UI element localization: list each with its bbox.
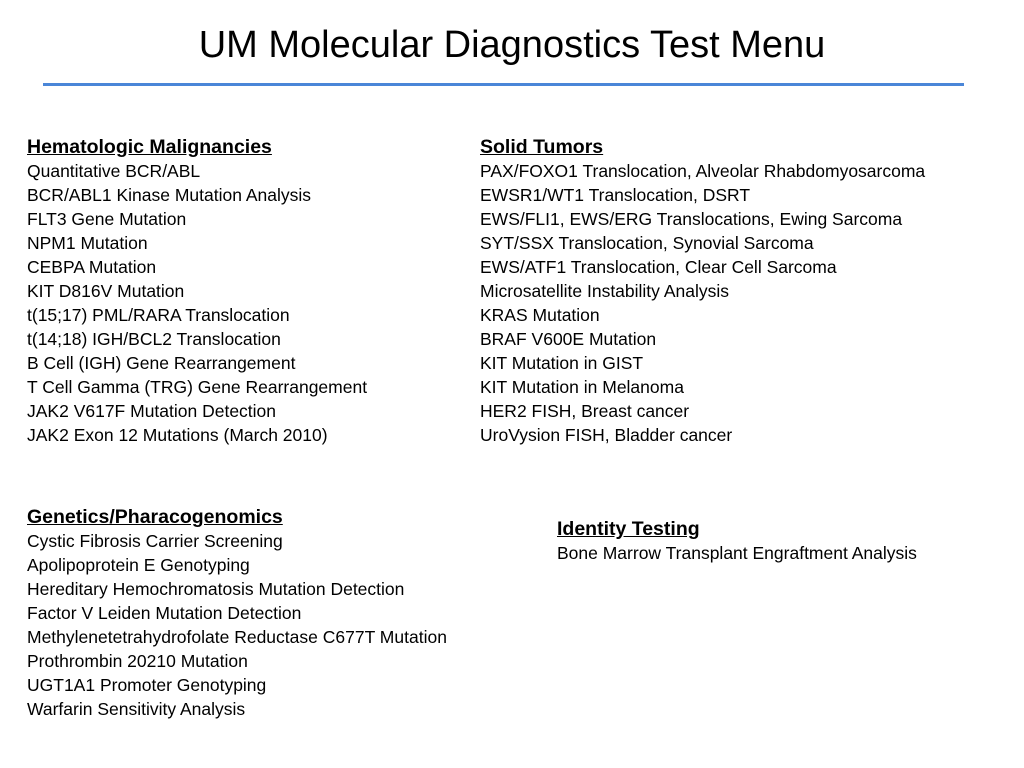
test-item: KRAS Mutation	[480, 305, 600, 325]
section-heading: Solid Tumors	[480, 136, 604, 158]
test-item: JAK2 V617F Mutation Detection	[27, 401, 277, 421]
test-item: PAX/FOXO1 Translocation, Alveolar Rhabdomyosarcoma	[480, 161, 926, 181]
test-item: Apolipoprotein E Genotyping	[27, 555, 250, 575]
test-item: KIT Mutation in Melanoma	[480, 377, 684, 397]
test-item: t(14;18) IGH/BCL2 Translocation	[27, 329, 281, 349]
section-heading: Hematologic Malignancies	[27, 136, 272, 158]
test-item: T Cell Gamma (TRG) Gene Rearrangement	[27, 377, 368, 397]
test-list	[27, 529, 447, 721]
title-divider	[43, 83, 964, 86]
test-item: UGT1A1 Promoter Genotyping	[27, 675, 267, 695]
test-item: EWS/FLI1, EWS/ERG Translocations, Ewing Sarcoma	[480, 209, 903, 229]
test-item: Methylenetetrahydrofolate Reductase C677T Mutation	[27, 627, 447, 647]
section-hematologic-malignancies	[27, 135, 367, 447]
test-item: Hereditary Hemochromatosis Mutation Detection	[27, 579, 405, 599]
test-item: Cystic Fibrosis Carrier Screening	[27, 531, 283, 551]
test-item: Warfarin Sensitivity Analysis	[27, 699, 246, 719]
test-item: JAK2 Exon 12 Mutations (March 2010)	[27, 425, 328, 445]
test-item: BCR/ABL1 Kinase Mutation Analysis	[27, 185, 312, 205]
page-title: UM Molecular Diagnostics Test Menu	[198, 24, 826, 66]
test-item: Microsatellite Instability Analysis	[480, 281, 729, 301]
test-item: Bone Marrow Transplant Engraftment Analysis	[557, 543, 917, 563]
section-identity-testing	[557, 517, 917, 565]
test-item: Factor V Leiden Mutation Detection	[27, 603, 302, 623]
test-item: NPM1 Mutation	[27, 233, 148, 253]
test-item: t(15;17) PML/RARA Translocation	[27, 305, 290, 325]
test-item: KIT D816V Mutation	[27, 281, 185, 301]
section-heading: Genetics/Pharacogenomics	[27, 506, 283, 528]
test-list	[557, 541, 917, 565]
test-list	[27, 159, 367, 447]
test-item: SYT/SSX Translocation, Synovial Sarcoma	[480, 233, 814, 253]
test-item: Prothrombin 20210 Mutation	[27, 651, 248, 671]
test-item: EWSR1/WT1 Translocation, DSRT	[480, 185, 751, 205]
test-list	[480, 159, 925, 447]
test-item: CEBPA Mutation	[27, 257, 157, 277]
test-item: EWS/ATF1 Translocation, Clear Cell Sarcoma	[480, 257, 837, 277]
section-solid-tumors	[480, 135, 925, 447]
section-genetics-pharacogenomics	[27, 505, 447, 721]
test-item: BRAF V600E Mutation	[480, 329, 657, 349]
test-item: FLT3 Gene Mutation	[27, 209, 187, 229]
test-item: KIT Mutation in GIST	[480, 353, 644, 373]
test-item: UroVysion FISH, Bladder cancer	[480, 425, 733, 445]
test-item: HER2 FISH, Breast cancer	[480, 401, 690, 421]
test-item: B Cell (IGH) Gene Rearrangement	[27, 353, 296, 373]
section-heading: Identity Testing	[557, 518, 700, 540]
test-item: Quantitative BCR/ABL	[27, 161, 201, 181]
